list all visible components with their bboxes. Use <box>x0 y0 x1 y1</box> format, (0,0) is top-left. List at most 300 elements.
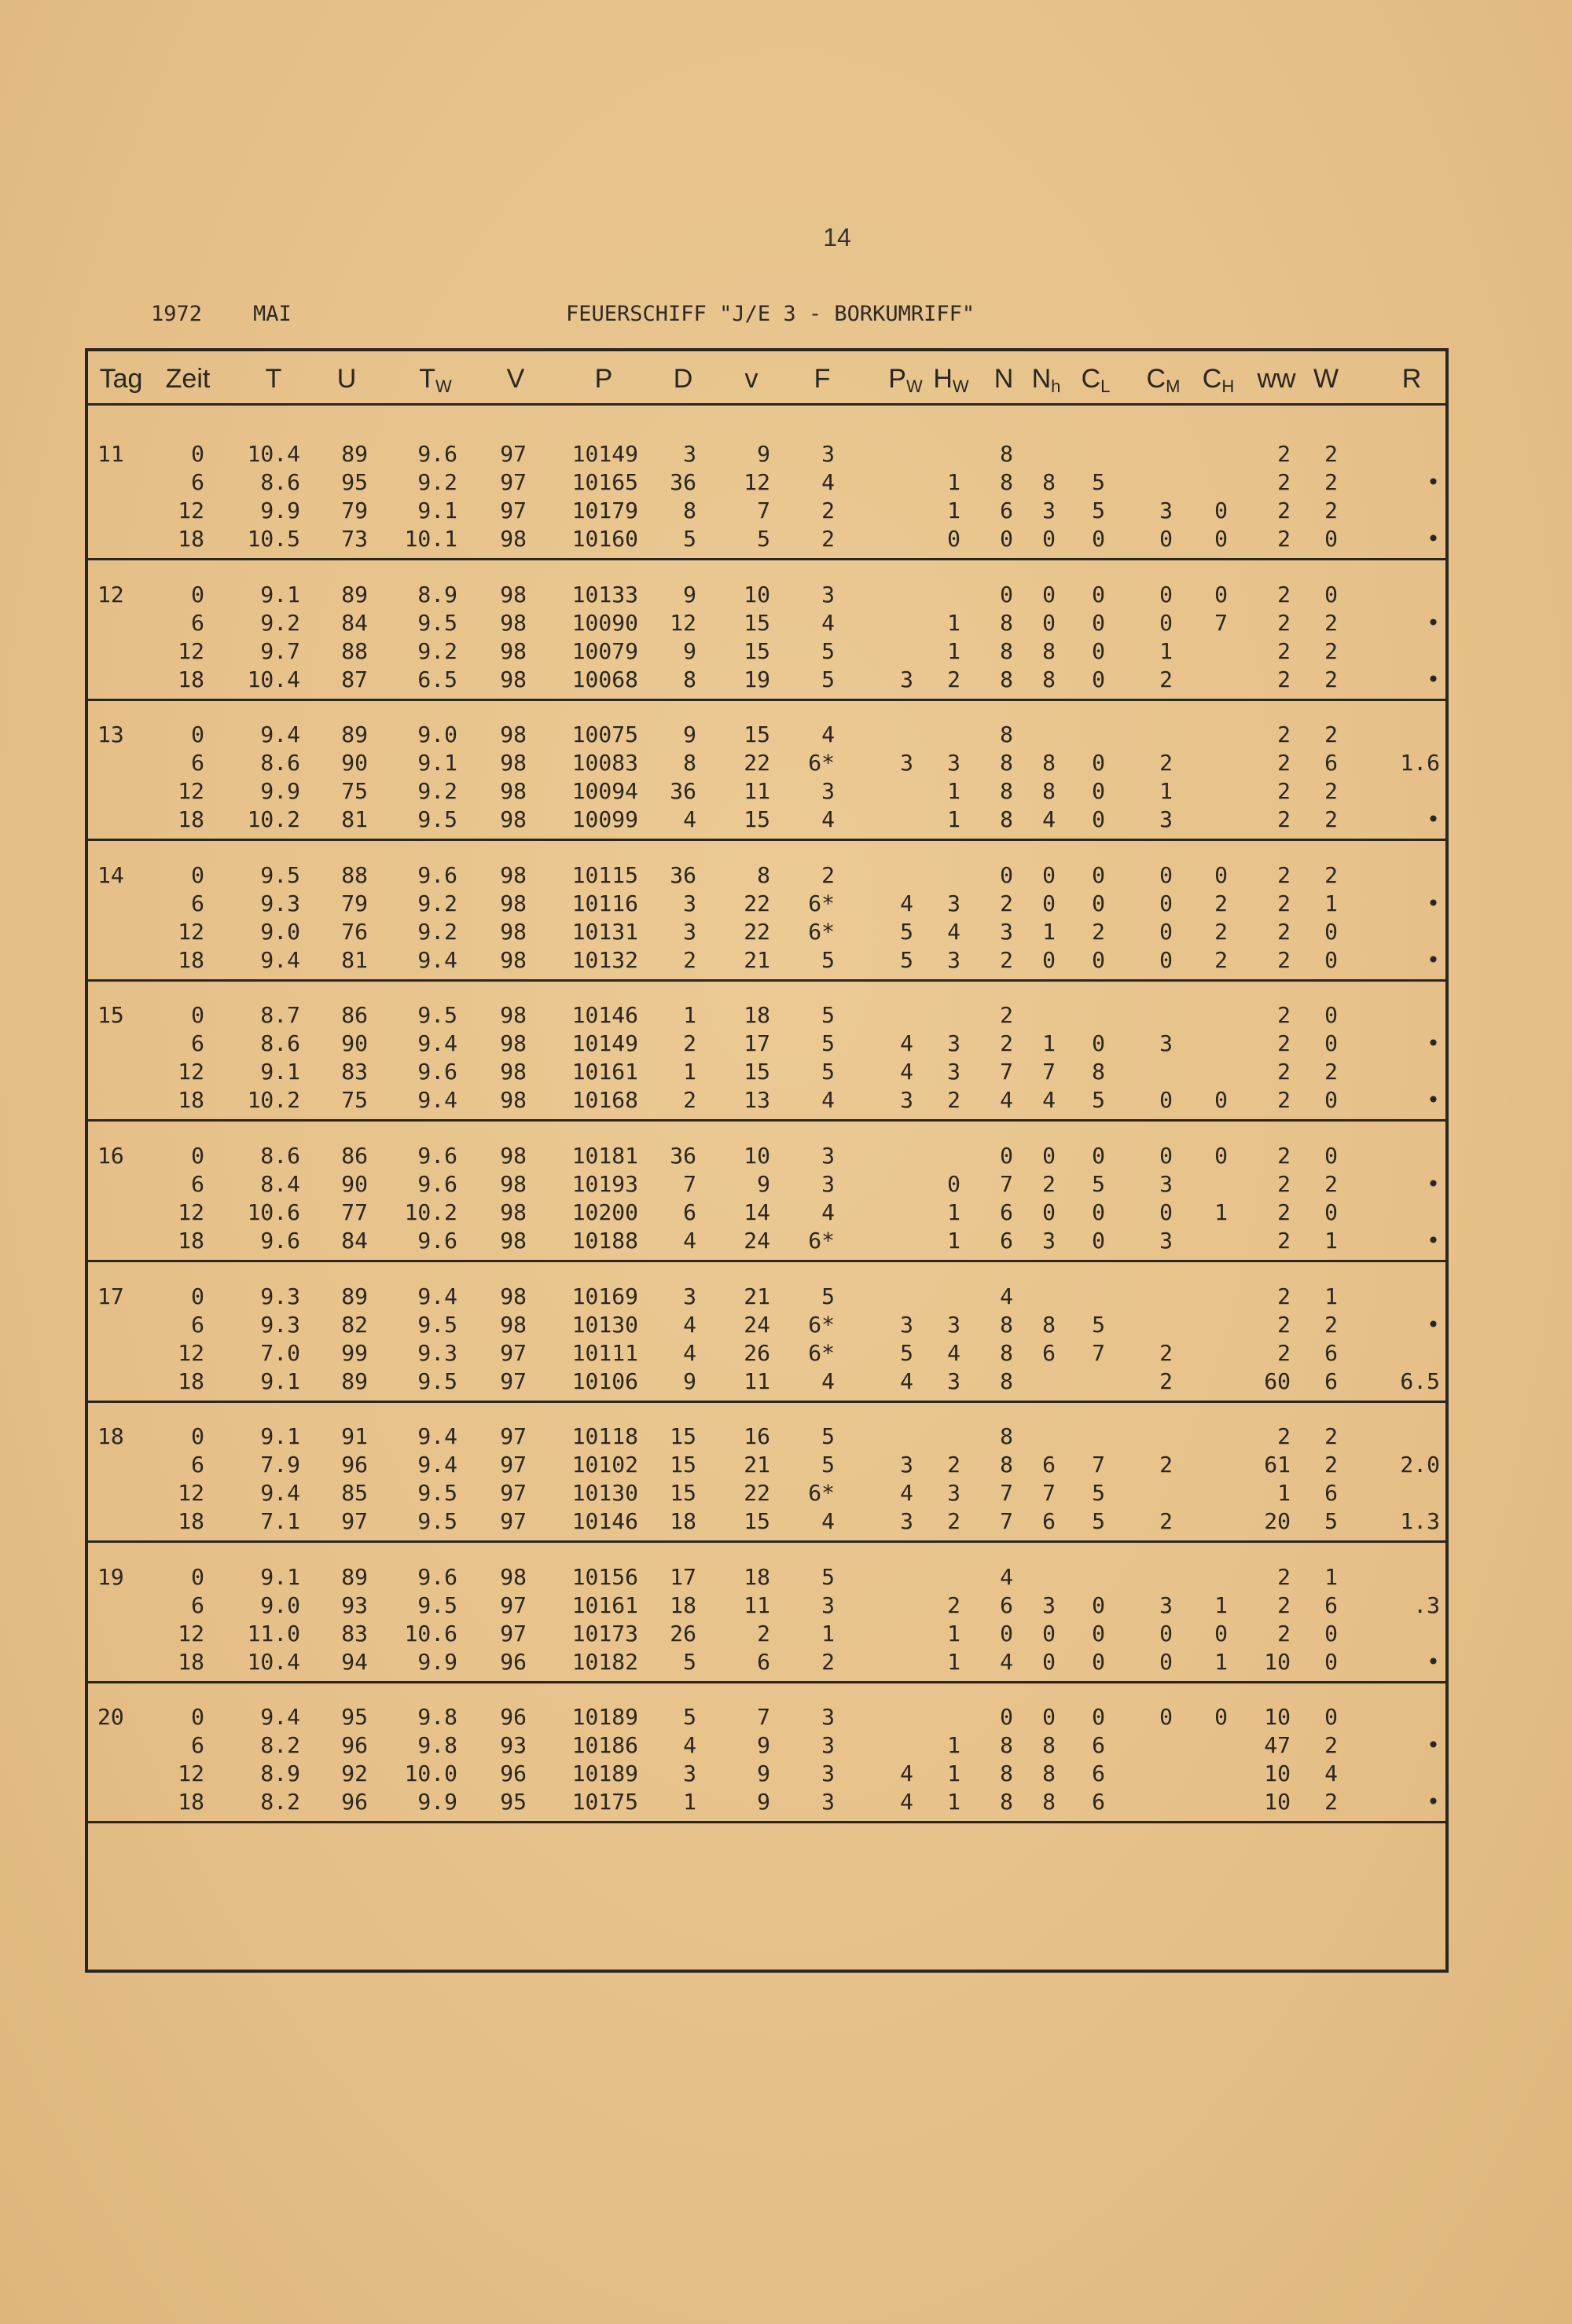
cell-f: 5 <box>821 1030 835 1057</box>
cell-zeit: 18 <box>178 526 204 552</box>
cell-tw: 9.5 <box>417 1368 457 1394</box>
cell-nh: 3 <box>1042 497 1056 523</box>
cell-nh: 8 <box>1042 1311 1056 1338</box>
cell-p: 10149 <box>571 1030 638 1057</box>
cell-tw: 9.6 <box>417 1143 457 1169</box>
cell-p: 10146 <box>571 1002 638 1029</box>
cell-t: 7.0 <box>260 1339 300 1366</box>
cell-nh: 0 <box>1042 946 1056 973</box>
table-row <box>88 637 1445 666</box>
cell-cm: 0 <box>1159 1648 1173 1675</box>
cell-zeit: 6 <box>191 750 204 777</box>
col-tag: Tag <box>99 364 143 394</box>
cell-v: 97 <box>500 441 527 467</box>
cell-p: 10168 <box>571 1087 638 1114</box>
cell-cm: 0 <box>1159 890 1173 916</box>
cell-d: 5 <box>683 526 696 552</box>
cell-tw: 9.6 <box>417 1171 457 1197</box>
cell-zeit: 12 <box>178 1059 204 1085</box>
cell-w: 0 <box>1324 918 1338 945</box>
cell-t: 9.7 <box>260 637 300 664</box>
cell-u: 75 <box>341 778 368 805</box>
cell-u: 83 <box>341 1620 368 1647</box>
cell-hw: 1 <box>947 1228 960 1254</box>
cell-p: 10102 <box>571 1452 638 1478</box>
cell-cl: 0 <box>1092 806 1105 833</box>
cell-n: 8 <box>1000 666 1013 692</box>
cell-ww: 2 <box>1277 1030 1291 1057</box>
cell-v: 97 <box>500 469 527 495</box>
cell-tw: 9.5 <box>417 609 457 636</box>
cell-ww: 2 <box>1277 890 1291 916</box>
table-row <box>88 890 1445 918</box>
cell-p: 10175 <box>571 1789 638 1816</box>
table-row <box>88 1199 1445 1227</box>
cell-n: 8 <box>1000 1760 1013 1787</box>
cell-u: 89 <box>341 581 368 608</box>
cell-tw: 9.4 <box>417 946 457 973</box>
cell-ww: 2 <box>1277 497 1291 523</box>
cell-t: 8.9 <box>260 1760 300 1787</box>
cell-u: 88 <box>341 861 368 888</box>
col-pw: $P_W$ <box>888 364 923 396</box>
cell-hw: 1 <box>947 778 960 805</box>
cell-v: 98 <box>500 581 527 608</box>
day-block <box>88 852 1445 992</box>
cell-nh: 8 <box>1042 666 1056 692</box>
table-row <box>88 1142 1445 1170</box>
cell-v: 98 <box>500 1311 527 1338</box>
cell-tw: 9.4 <box>417 1423 457 1450</box>
table-row <box>88 1058 1445 1086</box>
cell-p: 10179 <box>571 497 638 523</box>
cell-vs: 6 <box>757 1648 770 1675</box>
cell-ww: 2 <box>1277 721 1291 748</box>
cell-p: 10156 <box>571 1563 638 1590</box>
cell-f: 3 <box>821 1171 835 1197</box>
cell-nh: 0 <box>1042 861 1056 888</box>
cell-n: 8 <box>1000 469 1013 495</box>
cell-cl: 0 <box>1092 581 1105 608</box>
cell-n: 8 <box>1000 1339 1013 1366</box>
cell-nh: 7 <box>1042 1480 1056 1507</box>
cell-ww: 10 <box>1264 1760 1291 1787</box>
header-title: FEUERSCHIFF "J/E 3 - BORKUMRIFF" <box>566 302 975 326</box>
cell-p: 10106 <box>571 1368 638 1394</box>
table-row <box>88 721 1445 749</box>
cell-cl: 5 <box>1092 1171 1105 1197</box>
cell-p: 10116 <box>571 890 638 916</box>
cell-t: 9.1 <box>260 1563 300 1590</box>
cell-n: 7 <box>1000 1508 1013 1535</box>
cell-ch: 2 <box>1214 946 1228 973</box>
table-row <box>88 1451 1445 1479</box>
cell-p: 10130 <box>571 1311 638 1338</box>
cell-pw: 3 <box>900 750 913 777</box>
table-row <box>88 609 1445 637</box>
cell-zeit: 0 <box>191 1002 204 1029</box>
cell-ww: 2 <box>1277 918 1291 945</box>
cell-v: 98 <box>500 1171 527 1197</box>
cell-d: 1 <box>683 1002 696 1029</box>
cell-u: 81 <box>341 946 368 973</box>
cell-f: 6* <box>808 1339 835 1366</box>
cell-v: 98 <box>500 1059 527 1085</box>
cell-p: 10079 <box>571 637 638 664</box>
cell-w: 2 <box>1324 609 1338 636</box>
cell-hw: 0 <box>947 526 960 552</box>
cell-tw: 9.4 <box>417 1452 457 1478</box>
cell-u: 83 <box>341 1059 368 1085</box>
cell-cm: 3 <box>1159 1228 1173 1254</box>
cell-cl: 8 <box>1092 1059 1105 1085</box>
cell-cl: 0 <box>1092 1030 1105 1057</box>
cell-u: 96 <box>341 1732 368 1759</box>
cell-w: 2 <box>1324 861 1338 888</box>
cell-v: 98 <box>500 1563 527 1590</box>
cell-p: 10200 <box>571 1199 638 1225</box>
col-hw: $H_W$ <box>933 364 969 396</box>
cell-zeit: 6 <box>191 469 204 495</box>
cell-ww: 2 <box>1277 1620 1291 1647</box>
table-row <box>88 1086 1445 1114</box>
cell-vs: 10 <box>744 1143 770 1169</box>
cell-vs: 24 <box>744 1311 770 1338</box>
cell-w: 0 <box>1324 946 1338 973</box>
cell-vs: 10 <box>744 581 770 608</box>
cell-t: 7.9 <box>260 1452 300 1478</box>
cell-f: 4 <box>821 469 835 495</box>
cell-cm: 0 <box>1159 609 1173 636</box>
cell-tw: 9.6 <box>417 1059 457 1085</box>
cell-f: 3 <box>821 441 835 467</box>
cell-d: 5 <box>683 1648 696 1675</box>
cell-p: 10161 <box>571 1592 638 1618</box>
cell-d: 2 <box>683 1087 696 1114</box>
table-row <box>88 666 1445 694</box>
cell-d: 4 <box>683 1228 696 1254</box>
day-block <box>88 431 1445 571</box>
cell-pw: 4 <box>900 1030 913 1057</box>
cell-zeit: 0 <box>191 1704 204 1731</box>
cell-cl: 5 <box>1092 1311 1105 1338</box>
cell-tw: 9.9 <box>417 1648 457 1675</box>
table-row <box>88 525 1445 553</box>
cell-nh: 0 <box>1042 1620 1056 1647</box>
day-separator <box>88 699 1445 701</box>
cell-v: 98 <box>500 721 527 748</box>
cell-t: 8.2 <box>260 1789 300 1816</box>
cell-v: 98 <box>500 946 527 973</box>
cell-d: 4 <box>683 1339 696 1366</box>
cell-vs: 15 <box>744 609 770 636</box>
cell-f: 5 <box>821 1563 835 1590</box>
cell-pw: 5 <box>900 946 913 973</box>
cell-nh: 0 <box>1042 890 1056 916</box>
cell-v: 98 <box>500 1002 527 1029</box>
cell-u: 96 <box>341 1789 368 1816</box>
cell-f: 6* <box>808 918 835 945</box>
cell-vs: 18 <box>744 1563 770 1590</box>
table-row <box>88 777 1445 806</box>
cell-w: 0 <box>1324 1030 1338 1057</box>
cell-f: 4 <box>821 721 835 748</box>
cell-n: 2 <box>1000 946 1013 973</box>
cell-zeit: 0 <box>191 721 204 748</box>
table-row <box>88 1030 1445 1058</box>
cell-t: 10.4 <box>247 666 300 692</box>
col-nh: $N_h$ <box>1031 364 1061 396</box>
cell-u: 96 <box>341 1452 368 1478</box>
cell-v: 97 <box>500 1592 527 1618</box>
cell-n: 8 <box>1000 1452 1013 1478</box>
day-separator <box>88 1821 1445 1823</box>
cell-tw: 9.1 <box>417 750 457 777</box>
cell-pw: 4 <box>900 1760 913 1787</box>
cell-w: 2 <box>1324 637 1338 664</box>
cell-u: 88 <box>341 637 368 664</box>
cell-w: 2 <box>1324 806 1338 833</box>
header-rule <box>88 403 1445 406</box>
cell-f: 2 <box>821 1648 835 1675</box>
cell-hw: 1 <box>947 1620 960 1647</box>
cell-nh: 3 <box>1042 1592 1056 1618</box>
cell-n: 7 <box>1000 1059 1013 1085</box>
cell-v: 93 <box>500 1732 527 1759</box>
cell-hw: 1 <box>947 637 960 664</box>
table-row <box>88 749 1445 777</box>
cell-zeit: 12 <box>178 918 204 945</box>
cell-cm: 0 <box>1159 526 1173 552</box>
cell-ww: 2 <box>1277 1171 1291 1197</box>
cell-t: 9.9 <box>260 778 300 805</box>
cell-ch: 1 <box>1214 1592 1228 1618</box>
col-d: D <box>673 364 693 394</box>
cell-r: • <box>1427 526 1440 552</box>
cell-tw: 9.6 <box>417 1228 457 1254</box>
cell-v: 97 <box>500 1508 527 1535</box>
cell-zeit: 12 <box>178 637 204 664</box>
cell-vs: 16 <box>744 1423 770 1450</box>
day-separator <box>88 839 1445 841</box>
cell-ww: 2 <box>1277 666 1291 692</box>
cell-ch: 1 <box>1214 1648 1228 1675</box>
col-r: R <box>1401 364 1422 394</box>
cell-w: 2 <box>1324 1732 1338 1759</box>
cell-p: 10083 <box>571 750 638 777</box>
cell-w: 2 <box>1324 666 1338 692</box>
cell-pw: 3 <box>900 1311 913 1338</box>
cell-d: 3 <box>683 918 696 945</box>
cell-ww: 2 <box>1277 1228 1291 1254</box>
cell-ww: 47 <box>1264 1732 1291 1759</box>
table-row <box>88 1620 1445 1648</box>
cell-p: 10131 <box>571 918 638 945</box>
cell-n: 0 <box>1000 1704 1013 1731</box>
cell-f: 5 <box>821 1283 835 1309</box>
cell-zeit: 0 <box>191 1423 204 1450</box>
cell-cl: 0 <box>1092 1592 1105 1618</box>
cell-w: 2 <box>1324 469 1338 495</box>
cell-f: 6* <box>808 1480 835 1507</box>
cell-w: 1 <box>1324 890 1338 916</box>
cell-d: 36 <box>670 1143 696 1169</box>
cell-t: 9.4 <box>260 946 300 973</box>
cell-vs: 2 <box>757 1620 770 1647</box>
cell-v: 98 <box>500 1199 527 1225</box>
cell-cl: 0 <box>1092 637 1105 664</box>
cell-d: 12 <box>670 609 696 636</box>
cell-zeit: 18 <box>178 806 204 833</box>
cell-d: 9 <box>683 581 696 608</box>
cell-ww: 1 <box>1277 1480 1291 1507</box>
cell-w: 0 <box>1324 526 1338 552</box>
cell-ww: 2 <box>1277 1592 1291 1618</box>
col-cm: $C_M$ <box>1146 364 1181 396</box>
cell-p: 10149 <box>571 441 638 467</box>
cell-cl: 0 <box>1092 861 1105 888</box>
cell-cl: 0 <box>1092 666 1105 692</box>
cell-tw: 9.4 <box>417 1030 457 1057</box>
cell-u: 82 <box>341 1311 368 1338</box>
cell-n: 8 <box>1000 778 1013 805</box>
cell-tw: 9.2 <box>417 778 457 805</box>
cell-v: 96 <box>500 1760 527 1787</box>
day-separator <box>88 1681 1445 1683</box>
page-number: 14 <box>823 223 851 251</box>
cell-hw: 4 <box>947 918 960 945</box>
cell-f: 5 <box>821 946 835 973</box>
cell-cm: 3 <box>1159 497 1173 523</box>
cell-ww: 2 <box>1277 750 1291 777</box>
cell-zeit: 0 <box>191 1283 204 1309</box>
cell-u: 75 <box>341 1087 368 1114</box>
cell-hw: 3 <box>947 1030 960 1057</box>
cell-ww: 20 <box>1264 1508 1291 1535</box>
cell-n: 8 <box>1000 441 1013 467</box>
cell-hw: 1 <box>947 1789 960 1816</box>
cell-hw: 3 <box>947 1480 960 1507</box>
cell-d: 1 <box>683 1059 696 1085</box>
cell-u: 95 <box>341 469 368 495</box>
cell-vs: 24 <box>744 1228 770 1254</box>
cell-v: 98 <box>500 609 527 636</box>
table-row <box>88 440 1445 468</box>
cell-ww: 10 <box>1264 1648 1291 1675</box>
cell-p: 10189 <box>571 1760 638 1787</box>
cell-f: 5 <box>821 666 835 692</box>
cell-n: 8 <box>1000 1732 1013 1759</box>
cell-nh: 0 <box>1042 1704 1056 1731</box>
cell-u: 79 <box>341 497 368 523</box>
cell-f: 1 <box>821 1620 835 1647</box>
cell-ch: 2 <box>1214 918 1228 945</box>
cell-w: 2 <box>1324 721 1338 748</box>
cell-p: 10193 <box>571 1171 638 1197</box>
cell-w: 0 <box>1324 1620 1338 1647</box>
cell-w: 6 <box>1324 1339 1338 1366</box>
cell-t: 10.4 <box>247 441 300 467</box>
cell-u: 90 <box>341 1030 368 1057</box>
col-w: W <box>1313 364 1339 394</box>
cell-t: 9.1 <box>260 1368 300 1394</box>
cell-w: 2 <box>1324 1789 1338 1816</box>
cell-v: 96 <box>500 1648 527 1675</box>
cell-tw: 9.6 <box>417 441 457 467</box>
cell-n: 2 <box>1000 1030 1013 1057</box>
day-tag: 13 <box>97 721 124 748</box>
cell-u: 97 <box>341 1508 368 1535</box>
table-row <box>88 1227 1445 1255</box>
cell-hw: 3 <box>947 1059 960 1085</box>
cell-t: 9.0 <box>260 918 300 945</box>
cell-nh: 8 <box>1042 1760 1056 1787</box>
cell-tw: 9.5 <box>417 806 457 833</box>
day-separator <box>88 1540 1445 1543</box>
cell-tw: 9.2 <box>417 469 457 495</box>
cell-r: .3 <box>1413 1592 1440 1618</box>
cell-vs: 9 <box>757 441 770 467</box>
cell-t: 9.4 <box>260 721 300 748</box>
table-row <box>88 1001 1445 1030</box>
cell-ww: 2 <box>1277 1563 1291 1590</box>
cell-f: 4 <box>821 1087 835 1114</box>
cell-cl: 0 <box>1092 1704 1105 1731</box>
table-row <box>88 1479 1445 1507</box>
cell-vs: 9 <box>757 1732 770 1759</box>
cell-vs: 5 <box>757 526 770 552</box>
cell-nh: 2 <box>1042 1171 1056 1197</box>
cell-t: 8.6 <box>260 1030 300 1057</box>
cell-v: 98 <box>500 806 527 833</box>
table-row <box>88 1339 1445 1368</box>
cell-u: 86 <box>341 1002 368 1029</box>
cell-u: 89 <box>341 1368 368 1394</box>
cell-t: 8.6 <box>260 750 300 777</box>
cell-zeit: 0 <box>191 1143 204 1169</box>
cell-u: 92 <box>341 1760 368 1787</box>
col-ww: ww <box>1257 364 1296 394</box>
cell-r: • <box>1427 890 1440 916</box>
cell-u: 89 <box>341 721 368 748</box>
cell-n: 8 <box>1000 750 1013 777</box>
cell-hw: 1 <box>947 1648 960 1675</box>
cell-n: 0 <box>1000 1143 1013 1169</box>
cell-ww: 2 <box>1277 637 1291 664</box>
cell-zeit: 6 <box>191 890 204 916</box>
cell-f: 4 <box>821 1508 835 1535</box>
cell-vs: 22 <box>744 890 770 916</box>
cell-p: 10189 <box>571 1704 638 1731</box>
cell-vs: 9 <box>757 1789 770 1816</box>
table-row <box>88 1311 1445 1339</box>
cell-v: 98 <box>500 637 527 664</box>
cell-u: 90 <box>341 1171 368 1197</box>
cell-tw: 9.8 <box>417 1704 457 1731</box>
cell-d: 2 <box>683 1030 696 1057</box>
cell-f: 3 <box>821 1704 835 1731</box>
cell-vs: 9 <box>757 1171 770 1197</box>
cell-d: 9 <box>683 637 696 664</box>
cell-w: 6 <box>1324 1592 1338 1618</box>
cell-r: • <box>1427 1732 1440 1759</box>
cell-u: 84 <box>341 609 368 636</box>
cell-cl: 2 <box>1092 918 1105 945</box>
cell-cm: 1 <box>1159 637 1173 664</box>
cell-cm: 3 <box>1159 1171 1173 1197</box>
cell-tw: 9.5 <box>417 1508 457 1535</box>
cell-d: 3 <box>683 890 696 916</box>
